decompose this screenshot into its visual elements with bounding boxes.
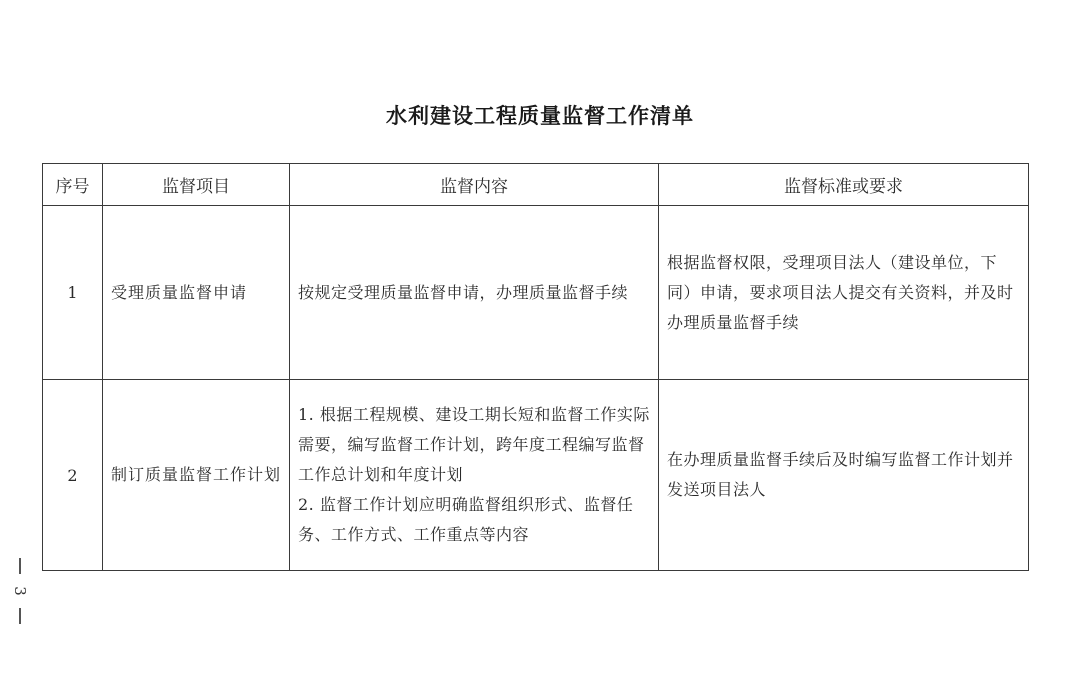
page-number [10, 558, 30, 624]
table-header-row [43, 164, 1029, 206]
header-serial: 序号 [43, 164, 103, 206]
page-number-dash-bottom [19, 608, 21, 624]
row-item: 制订质量监督工作计划 [103, 380, 290, 571]
page-number-dash-top [19, 558, 21, 574]
row-serial: 2 [43, 380, 103, 571]
document-title: 水利建设工程质量监督工作清单 [386, 103, 694, 128]
row-serial: 1 [43, 206, 103, 380]
row-item: 受理质量监督申请 [103, 206, 290, 380]
table-row [43, 206, 1029, 380]
header-content: 监督内容 [290, 164, 659, 206]
header-item: 监督项目 [103, 164, 290, 206]
standard-paragraph: 根据监督权限，受理项目法人（建设单位，下同）申请，要求项目法人提交有关资料，并及时办理质量监督手续 [667, 252, 1014, 332]
header-standard: 监督标准或要求 [659, 164, 1029, 206]
content-paragraph: 按规定受理质量监督申请，办理质量监督手续 [298, 282, 629, 302]
row-content [290, 206, 659, 380]
row-standard [659, 380, 1029, 571]
standard-paragraph: 在办理质量监督手续后及时编写监督工作计划并发送项目法人 [667, 450, 1014, 499]
content-paragraph: 2. 监督工作计划应明确监督组织形式、监督任务、工作方式、工作重点等内容 [298, 495, 634, 544]
supervision-checklist-table [42, 163, 1029, 571]
table-row [43, 380, 1029, 571]
row-standard [659, 206, 1029, 380]
row-content [290, 380, 659, 571]
page-number-digit: 3 [11, 586, 29, 596]
content-paragraph: 1. 根据工程规模、建设工期长短和监督工作实际需要，编写监督工作计划，跨年度工程编写监督工作总计划和年度计划 [298, 405, 650, 484]
